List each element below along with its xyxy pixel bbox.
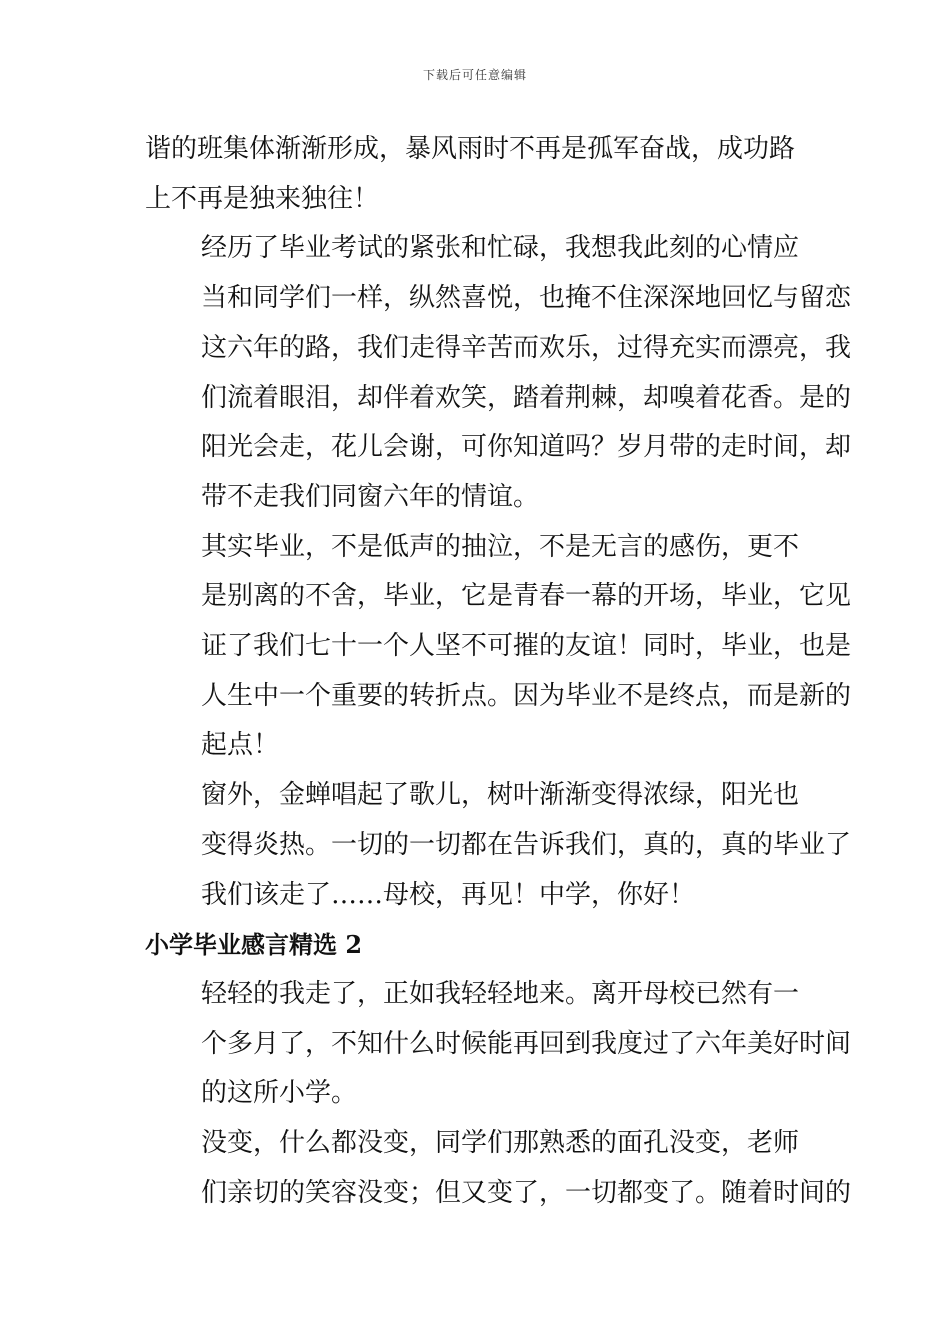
paragraph — [145, 1119, 852, 1218]
text-line: 起点！ — [201, 730, 280, 761]
section-heading: 小学毕业感言精选 2 — [145, 930, 363, 960]
text-line: 们流着眼泪，却伴着欢笑，踏着荆棘，却嗅着花香。是的 — [201, 382, 852, 413]
text-line: 没变，什么都没变，同学们那熟悉的面孔没变，老师 — [201, 1128, 800, 1159]
text-line: 其实毕业，不是低声的抽泣，不是无言的感伤，更不 — [201, 531, 800, 562]
text-line: 个多月了，不知什么时候能再回到我度过了六年美好时间 — [201, 1028, 852, 1059]
text-line: 窗外，金蝉唱起了歌儿，树叶渐渐变得浓绿，阳光也 — [201, 780, 800, 811]
text-line: 带不走我们同窗六年的情谊。 — [201, 481, 540, 512]
text-line: 上不再是独来独往！ — [145, 183, 380, 214]
text-line: 当和同学们一样，纵然喜悦，也掩不住深深地回忆与留恋 — [201, 283, 852, 314]
text-line: 变得炎热。一切的一切都在告诉我们，真的，真的毕业了 — [201, 829, 852, 860]
paragraph — [145, 224, 852, 522]
text-line: 的这所小学。 — [201, 1078, 358, 1109]
text-line: 轻轻的我走了，正如我轻轻地来。离开母校已然有一 — [201, 978, 800, 1009]
text-line: 我们该走了……母校，再见！中学，你好！ — [201, 879, 696, 910]
paragraph — [145, 970, 852, 1119]
document-body — [145, 125, 852, 1218]
paragraph — [145, 523, 852, 772]
paragraph — [145, 771, 852, 920]
text-line: 们亲切的笑容没变；但又变了，一切都变了。随着时间的 — [201, 1177, 852, 1208]
text-line: 经历了毕业考试的紧张和忙碌，我想我此刻的心情应 — [201, 233, 800, 264]
text-line: 这六年的路，我们走得辛苦而欢乐，过得充实而漂亮，我 — [201, 332, 852, 363]
text-line: 谐的班集体渐渐形成，暴风雨时不再是孤军奋战，成功路 — [145, 134, 796, 164]
text-line: 阳光会走，花儿会谢，可你知道吗？岁月带的走时间，却 — [201, 432, 852, 463]
paragraph-continuation — [145, 125, 813, 224]
text-line: 是别离的不舍，毕业，它是青春一幕的开场，毕业，它见 — [201, 581, 852, 612]
text-line: 证了我们七十一个人坚不可摧的友谊！同时，毕业，也是 — [201, 631, 852, 662]
page-header: 下载后可任意编辑 — [422, 68, 527, 82]
text-line: 人生中一个重要的转折点。因为毕业不是终点，而是新的 — [201, 680, 852, 711]
